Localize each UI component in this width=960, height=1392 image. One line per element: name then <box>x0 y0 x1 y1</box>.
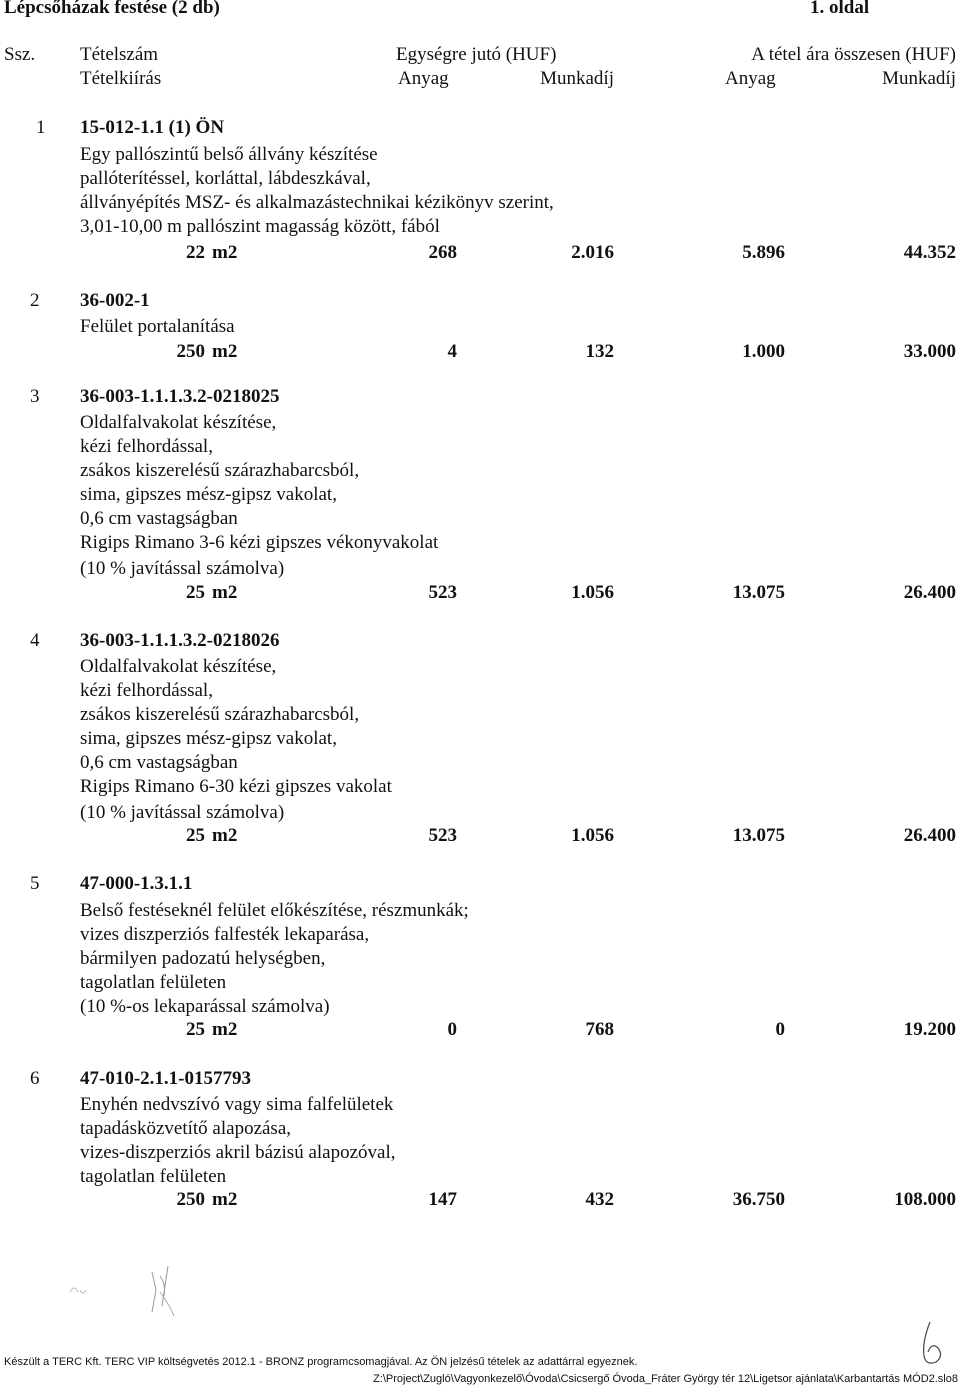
col-unit-group: Egységre jutó (HUF) <box>396 44 557 65</box>
item-total-munkadij: 26.400 <box>903 825 956 846</box>
item-unit-munkadij: 432 <box>585 1189 614 1210</box>
item-number: 5 <box>30 873 40 894</box>
item-quantity: 250 <box>176 341 205 362</box>
item-unit: m2 <box>212 582 238 603</box>
item-number: 3 <box>30 386 40 407</box>
item-desc-line: vizes diszperziós falfesték lekaparása, <box>80 924 370 945</box>
item-desc-line: 0,6 cm vastagságban <box>80 752 238 773</box>
item-unit-munkadij: 768 <box>585 1019 614 1040</box>
item-desc-line: tapadásközvetítő alapozása, <box>80 1118 292 1139</box>
footer-credit: Készült a TERC Kft. TERC VIP költségvetés 2012.1 - BRONZ programcsomagjával. Az ÖN jelzésű tételek az adattárral egyeznek. <box>4 1356 638 1368</box>
item-quantity: 25 <box>186 825 205 846</box>
item-unit-anyag: 268 <box>428 242 457 263</box>
item-unit-munkadij: 1.056 <box>571 582 614 603</box>
col-unit-munkadij: Munkadíj <box>540 68 614 89</box>
item-unit: m2 <box>212 1189 238 1210</box>
item-desc-line: zsákos kiszerelésű szárazhabarcsból, <box>80 704 360 725</box>
item-desc-line: Belső festéseknél felület előkészítése, részmunkák; <box>80 900 469 921</box>
item-desc-line: bármilyen padozatú helységben, <box>80 948 326 969</box>
col-unit-anyag: Anyag <box>398 68 449 89</box>
item-desc-line: Egy pallószintű belső állvány készítése <box>80 144 378 165</box>
item-unit: m2 <box>212 341 238 362</box>
item-desc-line: 0,6 cm vastagságban <box>80 508 238 529</box>
item-desc-line: (10 % javítással számolva) <box>80 558 285 579</box>
signature-mark <box>900 1318 960 1378</box>
item-desc-line: sima, gipszes mész-gipsz vakolat, <box>80 728 337 749</box>
item-total-munkadij: 26.400 <box>903 582 956 603</box>
item-code: 15-012-1.1 (1) ÖN <box>80 117 225 138</box>
item-unit-anyag: 4 <box>447 341 457 362</box>
col-total-anyag: Anyag <box>725 68 776 89</box>
item-total-munkadij: 19.200 <box>903 1019 956 1040</box>
item-total-munkadij: 108.000 <box>894 1189 956 1210</box>
handwriting-scribble <box>60 1262 220 1322</box>
item-unit-anyag: 523 <box>428 825 457 846</box>
item-code: 36-003-1.1.1.3.2-0218026 <box>80 630 280 651</box>
col-tetelkiiras: Tételkiírás <box>80 68 162 89</box>
item-code: 36-002-1 <box>80 290 150 311</box>
col-tetelszam: Tételszám <box>80 44 159 65</box>
item-quantity: 250 <box>176 1189 205 1210</box>
item-unit-anyag: 147 <box>428 1189 457 1210</box>
item-desc-line: kézi felhordással, <box>80 436 213 457</box>
item-desc-line: Felület portalanítása <box>80 316 235 337</box>
item-desc-line: pallóterítéssel, korláttal, lábdeszkával, <box>80 168 371 189</box>
item-desc-line: Enyhén nedvszívó vagy sima falfelületek <box>80 1094 394 1115</box>
item-quantity: 22 <box>186 242 205 263</box>
item-unit: m2 <box>212 1019 238 1040</box>
item-desc-line: sima, gipszes mész-gipsz vakolat, <box>80 484 337 505</box>
item-total-munkadij: 33.000 <box>903 341 956 362</box>
item-desc-line: zsákos kiszerelésű szárazhabarcsból, <box>80 460 360 481</box>
item-desc-line: Oldalfalvakolat készítése, <box>80 412 277 433</box>
item-code: 36-003-1.1.1.3.2-0218025 <box>80 386 280 407</box>
item-number: 4 <box>30 630 40 651</box>
item-quantity: 25 <box>186 1019 205 1040</box>
item-desc-line: Rigips Rimano 6-30 kézi gipszes vakolat <box>80 776 392 797</box>
item-unit: m2 <box>212 825 238 846</box>
item-desc-line: (10 %-os lekaparással számolva) <box>80 996 330 1017</box>
item-desc-line: állványépítés MSZ- és alkalmazástechnikai kézikönyv szerint, <box>80 192 554 213</box>
document-title: Lépcsőházak festése (2 db) <box>4 0 220 18</box>
footer-file-path: Z:\Project\Zugló\Vagyonkezelő\Óvoda\Csicsergő Óvoda_Fráter György tér 12\Ligetsor ajánlata\Karbantartás MÓD2.slo8 <box>373 1373 958 1385</box>
item-total-anyag: 1.000 <box>742 341 785 362</box>
item-code: 47-000-1.3.1.1 <box>80 873 193 894</box>
item-unit: m2 <box>212 242 238 263</box>
item-number: 1 <box>36 117 46 138</box>
item-desc-line: tagolatlan felületen <box>80 972 227 993</box>
item-desc-line: 3,01-10,00 m pallószint magasság között, fából <box>80 216 440 237</box>
item-desc-line: kézi felhordással, <box>80 680 213 701</box>
item-unit-munkadij: 2.016 <box>571 242 614 263</box>
item-desc-line: Oldalfalvakolat készítése, <box>80 656 277 677</box>
item-desc-line: vizes-diszperziós akril bázisú alapozóval, <box>80 1142 396 1163</box>
page-number: 1. oldal <box>810 0 870 18</box>
item-desc-line: (10 % javítással számolva) <box>80 802 285 823</box>
item-total-anyag: 5.896 <box>742 242 785 263</box>
item-total-munkadij: 44.352 <box>903 242 956 263</box>
item-number: 2 <box>30 290 40 311</box>
col-ssz: Ssz. <box>4 44 36 65</box>
item-unit-munkadij: 132 <box>585 341 614 362</box>
item-unit-anyag: 523 <box>428 582 457 603</box>
item-total-anyag: 36.750 <box>732 1189 785 1210</box>
item-unit-anyag: 0 <box>447 1019 457 1040</box>
col-total-munkadij: Munkadíj <box>882 68 956 89</box>
item-total-anyag: 13.075 <box>732 825 785 846</box>
col-total-group: A tétel ára összesen (HUF) <box>751 44 956 65</box>
item-desc-line: Rigips Rimano 3-6 kézi gipszes vékonyvakolat <box>80 532 439 553</box>
item-quantity: 25 <box>186 582 205 603</box>
item-code: 47-010-2.1.1-0157793 <box>80 1068 251 1089</box>
item-total-anyag: 0 <box>775 1019 785 1040</box>
item-total-anyag: 13.075 <box>732 582 785 603</box>
item-desc-line: tagolatlan felületen <box>80 1166 227 1187</box>
item-number: 6 <box>30 1068 40 1089</box>
item-unit-munkadij: 1.056 <box>571 825 614 846</box>
